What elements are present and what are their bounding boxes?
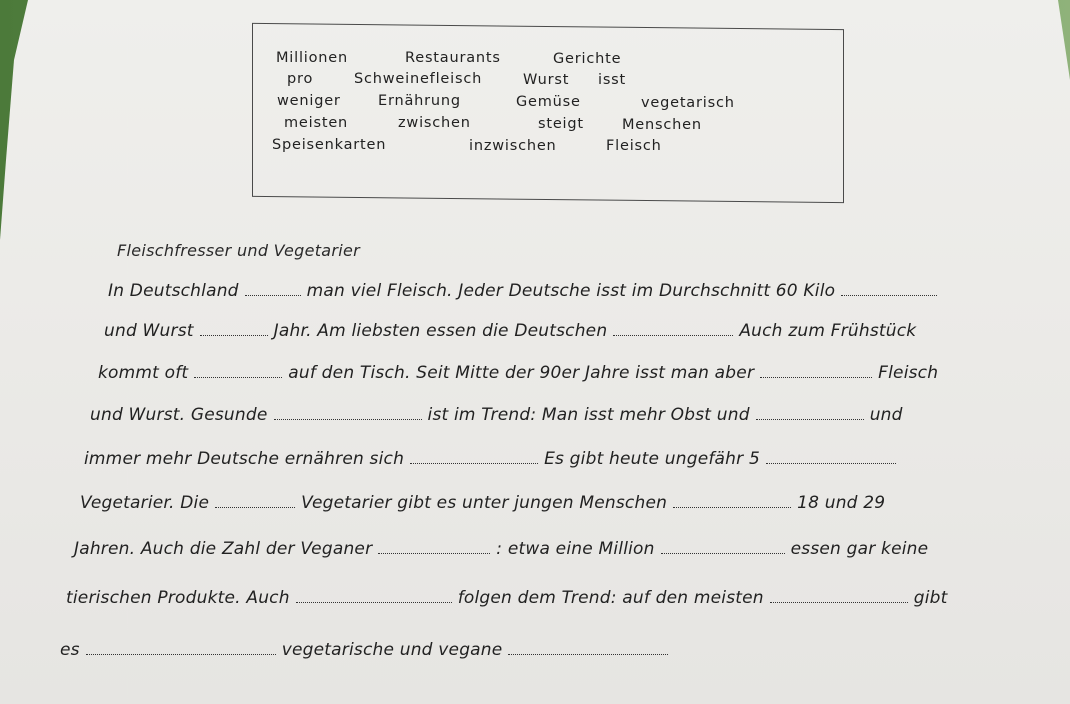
gap-blank[interactable] <box>766 449 896 464</box>
word-bank-item: meisten <box>284 115 349 131</box>
text-segment: es <box>60 640 80 660</box>
word-bank-item: Restaurants <box>405 50 501 66</box>
text-segment: auf den Tisch. Seit Mitte der 90er Jahre isst man aber <box>288 363 755 383</box>
word-bank-item: inzwischen <box>469 138 557 154</box>
text-segment: immer mehr Deutsche ernähren sich <box>84 449 405 469</box>
text-segment: folgen dem Trend: auf den meisten <box>457 588 764 608</box>
text-segment: In Deutschland <box>108 281 239 301</box>
word-bank-item: Millionen <box>276 50 348 66</box>
text-segment: Jahren. Auch die Zahl der Veganer <box>74 539 373 559</box>
text-line <box>104 321 916 341</box>
text-line <box>74 539 928 559</box>
exercise-title: Fleischfresser und Vegetarier <box>117 241 361 260</box>
word-bank-item: Gerichte <box>553 51 622 67</box>
text-segment: vegetarische und vegane <box>281 640 503 660</box>
word-bank-item: Wurst <box>523 72 570 88</box>
text-segment: essen gar keine <box>790 539 929 559</box>
text-segment: tierischen Produkte. Auch <box>66 588 290 608</box>
text-line <box>66 588 948 608</box>
gap-blank[interactable] <box>194 363 282 378</box>
gap-blank[interactable] <box>508 640 668 655</box>
text-segment: ist im Trend: Man isst mehr Obst und <box>427 405 750 425</box>
text-segment: Jahr. Am liebsten essen die Deutschen <box>273 321 608 341</box>
text-segment: man viel Fleisch. Jeder Deutsche isst im Durchschnitt 60 Kilo <box>306 281 836 301</box>
text-segment: Es gibt heute ungefähr 5 <box>544 449 760 469</box>
gap-blank[interactable] <box>760 363 872 378</box>
text-segment: 18 und 29 <box>797 493 886 513</box>
text-line <box>98 363 938 383</box>
text-segment: Auch zum Frühstück <box>739 321 917 341</box>
gap-blank[interactable] <box>200 321 268 336</box>
gap-blank[interactable] <box>841 281 937 296</box>
text-segment: und Wurst <box>104 321 194 341</box>
gap-blank[interactable] <box>215 493 295 508</box>
word-bank-item: Schweinefleisch <box>354 71 483 87</box>
gap-blank[interactable] <box>86 640 276 655</box>
gap-blank[interactable] <box>756 405 864 420</box>
word-bank-item: steigt <box>538 116 584 132</box>
word-bank-item: weniger <box>277 93 341 109</box>
word-bank-item: Gemüse <box>516 94 581 110</box>
text-line <box>90 405 903 425</box>
word-bank-item: Menschen <box>622 117 702 133</box>
text-segment: und Wurst. Gesunde <box>90 405 268 425</box>
word-bank-item: Fleisch <box>606 138 662 154</box>
word-bank-item: isst <box>598 72 627 88</box>
gap-blank[interactable] <box>613 321 733 336</box>
text-segment: und <box>869 405 903 425</box>
text-segment: Vegetarier. Die <box>80 493 210 513</box>
gap-blank[interactable] <box>245 281 301 296</box>
text-line <box>60 640 674 660</box>
gap-blank[interactable] <box>274 405 422 420</box>
word-bank-item: zwischen <box>398 115 471 131</box>
word-bank-item: pro <box>287 71 314 87</box>
text-line <box>108 281 943 301</box>
gap-blank[interactable] <box>378 539 490 554</box>
text-segment: Vegetarier gibt es unter jungen Menschen <box>301 493 668 513</box>
text-segment: gibt <box>913 588 948 608</box>
word-bank-item: Speisenkarten <box>272 137 387 153</box>
text-segment: kommt oft <box>98 363 189 383</box>
text-segment: : etwa eine Million <box>496 539 655 559</box>
gap-blank[interactable] <box>296 588 452 603</box>
text-line <box>84 449 902 469</box>
word-bank-item: vegetarisch <box>641 95 735 111</box>
text-segment: Fleisch <box>878 363 939 383</box>
word-bank-item: Ernährung <box>378 93 461 109</box>
text-line <box>80 493 885 513</box>
gap-blank[interactable] <box>661 539 785 554</box>
gap-blank[interactable] <box>410 449 538 464</box>
gap-blank[interactable] <box>673 493 791 508</box>
gap-blank[interactable] <box>770 588 908 603</box>
